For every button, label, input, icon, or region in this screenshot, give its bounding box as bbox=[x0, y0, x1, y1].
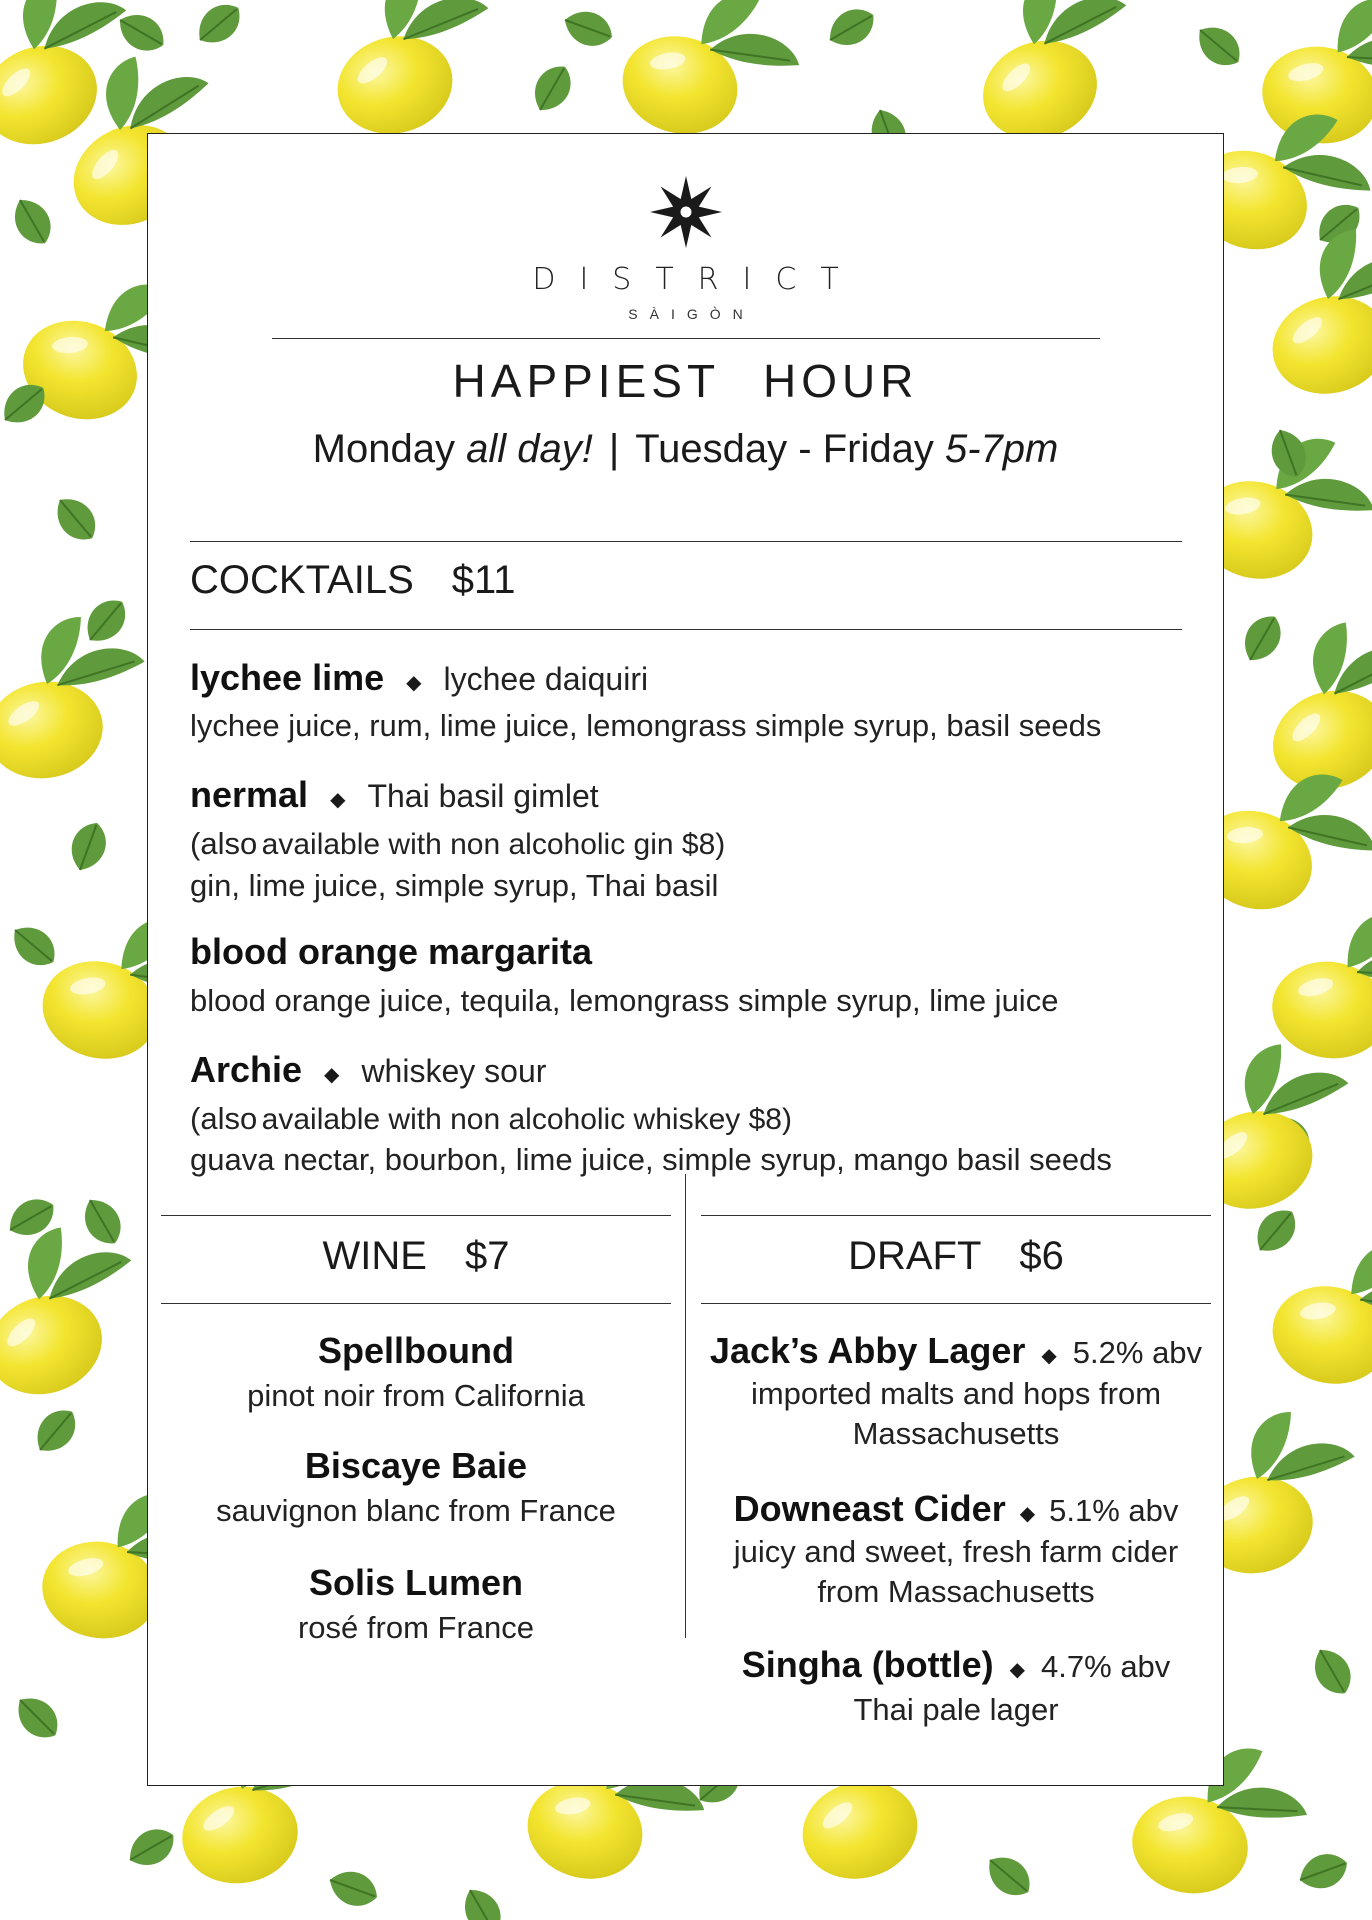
draft-desc-line1: imported malts and hops from bbox=[750, 1376, 1162, 1411]
draft-desc-line1: Thai pale lager bbox=[853, 1692, 1059, 1727]
star-anise-icon bbox=[148, 174, 1223, 250]
cocktail-ingredients: gin, lime juice, simple syrup, Thai basil bbox=[190, 868, 719, 903]
diamond-icon: ◆ bbox=[1009, 1659, 1026, 1682]
hours-separator: | bbox=[608, 427, 620, 471]
draft-desc-line2: Massachusetts bbox=[852, 1416, 1060, 1451]
column-divider bbox=[685, 1174, 686, 1638]
cocktail-note bbox=[190, 826, 725, 862]
draft-abv: 5.1% abv bbox=[1049, 1493, 1179, 1528]
draft-abv: 4.7% abv bbox=[1041, 1649, 1171, 1684]
hours-line bbox=[148, 427, 1223, 472]
draft-name: Jack’s Abby Lager bbox=[709, 1330, 1026, 1371]
diamond-icon: ◆ bbox=[1041, 1345, 1057, 1368]
diamond-icon: ◆ bbox=[324, 1064, 340, 1087]
draft-desc-line1: juicy and sweet, fresh farm cider bbox=[733, 1534, 1179, 1569]
wine-name: Solis Lumen bbox=[308, 1562, 524, 1603]
draft-title: DRAFT bbox=[848, 1234, 982, 1278]
cocktail-name: lychee lime bbox=[190, 657, 385, 698]
wine-name: Spellbound bbox=[318, 1330, 514, 1371]
brand-name: DISTRICT bbox=[532, 262, 863, 297]
wine-bottom-divider bbox=[161, 1303, 671, 1304]
cocktail-item bbox=[190, 657, 648, 699]
wine-top-divider bbox=[161, 1215, 671, 1216]
wine-item bbox=[161, 1562, 671, 1646]
draft-item bbox=[701, 1488, 1211, 1610]
wine-heading bbox=[161, 1234, 671, 1279]
cocktail-item bbox=[190, 1049, 546, 1091]
cocktails-heading bbox=[190, 558, 516, 603]
draft-heading bbox=[701, 1234, 1211, 1279]
cocktails-title: COCKTAILS bbox=[190, 558, 414, 602]
menu-card bbox=[147, 133, 1224, 1786]
wine-item bbox=[161, 1445, 671, 1529]
cocktails-bottom-divider bbox=[190, 629, 1182, 630]
cocktail-note-also: (also bbox=[190, 1101, 258, 1136]
draft-bottom-divider bbox=[701, 1303, 1211, 1304]
draft-item bbox=[701, 1330, 1211, 1452]
draft-top-divider bbox=[701, 1215, 1211, 1216]
cocktail-note-also: (also bbox=[190, 826, 258, 861]
hours-day1-note: all day! bbox=[466, 427, 593, 471]
cocktail-style: Thai basil gimlet bbox=[367, 778, 599, 814]
wine-desc: sauvignon blanc from France bbox=[216, 1493, 616, 1528]
wine-title: WINE bbox=[322, 1234, 427, 1278]
cocktail-style: lychee daiquiri bbox=[443, 661, 649, 697]
diamond-icon: ◆ bbox=[1019, 1503, 1036, 1526]
cocktail-note-text: available with non alcoholic gin $8) bbox=[261, 828, 726, 861]
diamond-icon: ◆ bbox=[406, 672, 422, 695]
cocktail-ingredients: lychee juice, rum, lime juice, lemongrass simple syrup, basil seeds bbox=[190, 708, 1102, 743]
header-divider bbox=[272, 338, 1100, 339]
draft-desc-line2: from Massachusetts bbox=[817, 1574, 1095, 1609]
draft-price: $6 bbox=[1019, 1234, 1064, 1278]
cocktail-ingredients: blood orange juice, tequila, lemongrass simple syrup, lime juice bbox=[190, 983, 1059, 1018]
cocktail-name: nermal bbox=[190, 774, 309, 815]
page-title: HAPPIEST HOUR bbox=[452, 355, 919, 407]
cocktail-item bbox=[190, 931, 592, 973]
cocktail-note-text: available with non alcoholic whiskey $8) bbox=[261, 1103, 792, 1136]
cocktail-style: whiskey sour bbox=[361, 1053, 547, 1089]
diamond-icon: ◆ bbox=[330, 789, 346, 812]
wine-desc: pinot noir from California bbox=[247, 1378, 585, 1413]
brand-subtitle: SÀIGÒN bbox=[628, 306, 755, 322]
wine-name: Biscaye Baie bbox=[304, 1445, 528, 1486]
hours-day2-note: 5-7pm bbox=[944, 427, 1059, 471]
cocktail-note bbox=[190, 1101, 792, 1137]
hours-day2: Tuesday - Friday bbox=[635, 427, 934, 471]
draft-item bbox=[701, 1644, 1211, 1728]
draft-abv: 5.2% abv bbox=[1072, 1335, 1203, 1370]
cocktail-ingredients: guava nectar, bourbon, lime juice, simple syrup, mango basil seeds bbox=[190, 1142, 1112, 1177]
draft-name: Singha (bottle) bbox=[741, 1644, 994, 1685]
wine-item bbox=[161, 1330, 671, 1414]
cocktails-price: $11 bbox=[451, 558, 516, 602]
cocktails-top-divider bbox=[190, 541, 1182, 542]
cocktail-name: Archie bbox=[190, 1049, 303, 1090]
draft-name: Downeast Cider bbox=[733, 1488, 1006, 1529]
wine-price: $7 bbox=[464, 1234, 510, 1278]
cocktail-name: blood orange margarita bbox=[190, 931, 593, 972]
hours-day1: Monday bbox=[312, 427, 455, 471]
cocktail-item bbox=[190, 774, 599, 816]
wine-desc: rosé from France bbox=[297, 1610, 534, 1645]
